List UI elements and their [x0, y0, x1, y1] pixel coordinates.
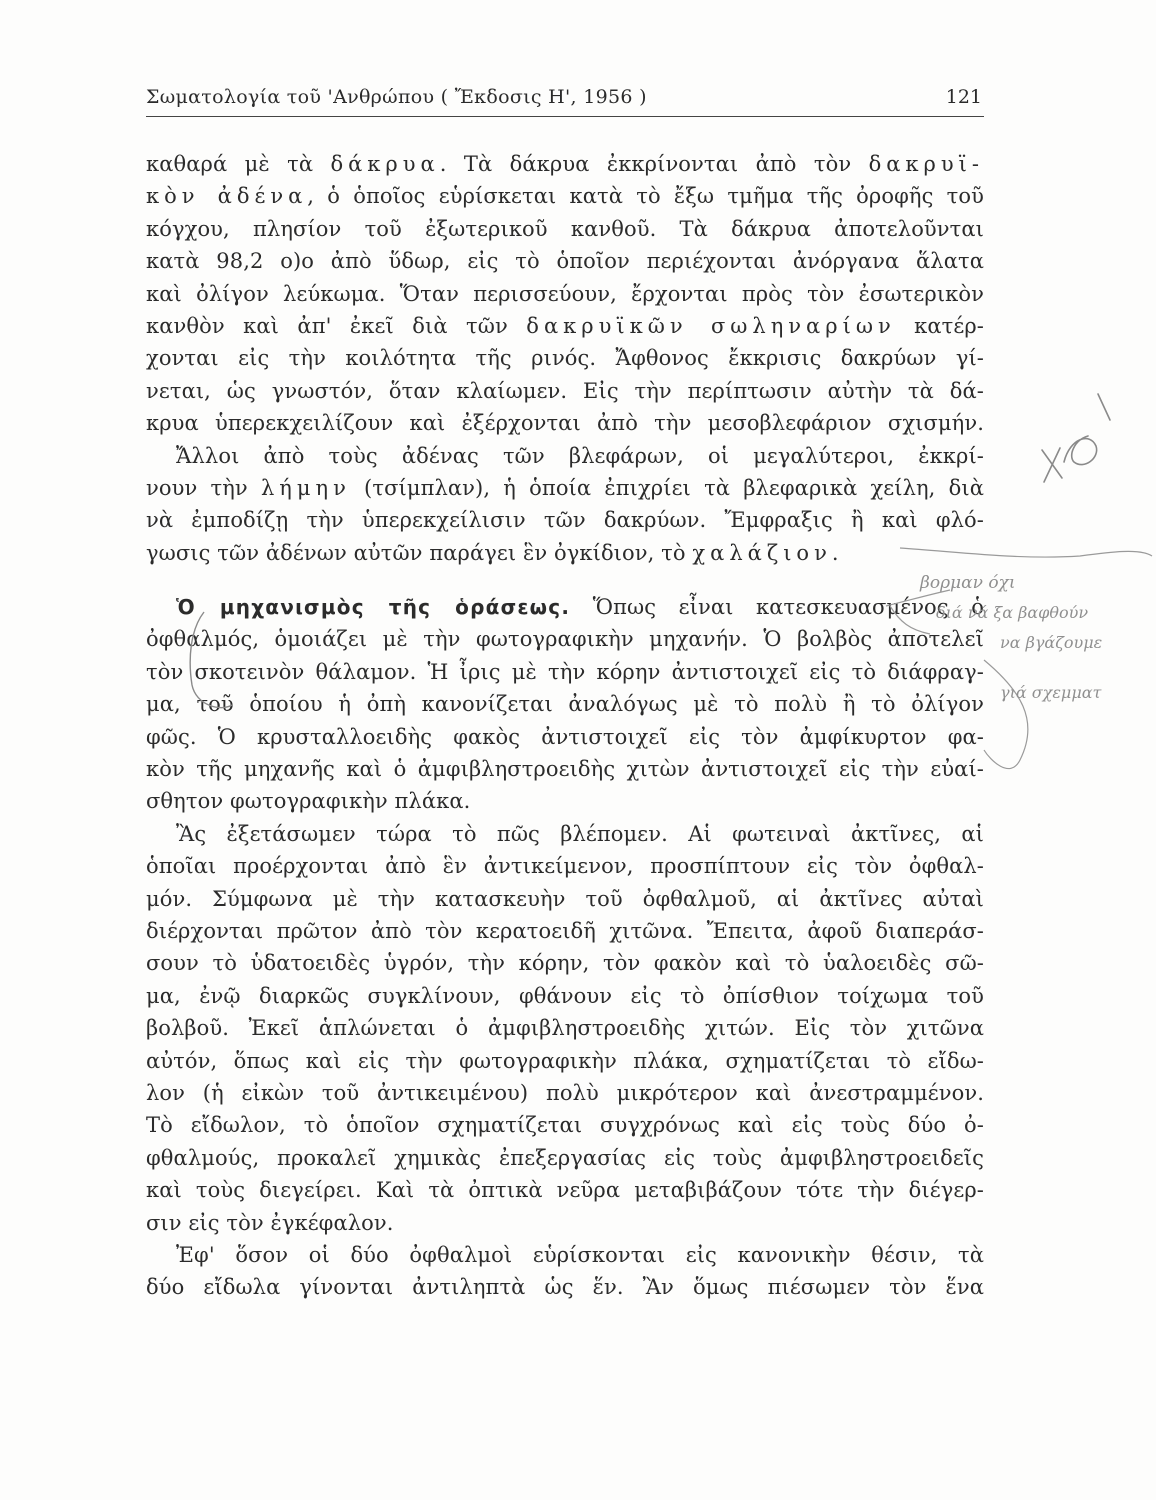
section-heading: Ὁ μηχανισμὸς τῆς ὁράσεως.: [176, 595, 571, 620]
text-line: σιν εἰς τὸν ἐγκέφαλον.: [146, 1210, 394, 1235]
margin-x-label: [1060, 470, 1061, 489]
emphasized-term: δακρυϊ-: [868, 152, 984, 176]
handwritten-note: διά νά ξα βαφθούν: [936, 603, 1089, 622]
handwritten-note: βορμαν όχι: [920, 573, 1016, 593]
running-title: Σωματολογία τοῦ 'Ανθρώπου ( Ἔκδοσις Η', 1956 ): [146, 86, 647, 108]
text-line: Ἐφ' ὅσον οἱ δύο ὀφθαλμοὶ εὑρίσκονται εἰς κανονικὴν θέσιν, τὰ: [176, 1242, 984, 1267]
margin-connector: [984, 660, 1028, 769]
handwritten-note: να βγάζουμε: [1000, 633, 1103, 652]
running-header: [146, 86, 984, 117]
text-line: Ἄλλοι ἀπὸ τοὺς ἀδένας τῶν βλεφάρων, οἱ μεγαλύτεροι, ἐκκρί-: [176, 443, 984, 468]
body-text: [146, 148, 984, 1304]
text-line: Τὸ εἴδωλον, τὸ ὁποῖον σχηματίζεται συγχρόνως καὶ εἰς τοὺς δύο ὀ-: [146, 1113, 984, 1138]
text-line: κρυα ὑπερεκχειλίζουν καὶ ἐξέρχονται ἀπὸ τὴν μεσοβλεφάριον σχισμήν.: [146, 411, 984, 436]
text-line: Ὁ μηχανισμὸς τῆς ὁράσεως. Ὅπως εἶναι κατεσκευασμένος ὁ: [176, 595, 984, 620]
text-line: αὐτόν, ὅπως καὶ εἰς τὴν φωτογραφικὴν πλάκα, σχηματίζεται τὸ εἴδω-: [146, 1048, 984, 1073]
text-line: σουν τὸ ὑδατοειδὲς ὑγρόν, τὴν κόρην, τὸν φακὸν καὶ τὸ ὑαλοειδὲς σῶ-: [146, 951, 984, 976]
margin-x-mark: [1042, 394, 1110, 482]
emphasized-term: κὸν ἀδένα: [146, 184, 308, 209]
text-line: χονται εἰς τὴν κοιλότητα τῆς ρινός. Ἄφθονος ἔκκρισις δακρύων γί-: [146, 346, 984, 371]
page-number: 121: [945, 86, 982, 108]
text-line: κὸν τῆς μηχανῆς καὶ ὁ ἀμφιβληστροειδὴς χιτὼν ἀντιστοιχεῖ εἰς τὴν εὐαί-: [146, 757, 984, 782]
text-line: λον (ἡ εἰκὼν τοῦ ἀντικειμένου) πολὺ μικρότερον καὶ ἀνεστραμμένον.: [146, 1080, 984, 1105]
text-line: καὶ ὀλίγον λεύκωμα. Ὅταν περισσεύουν, ἔρχονται πρὸς τὸν ἐσωτερικὸν: [146, 281, 984, 306]
emphasized-term: λήμην: [260, 475, 351, 500]
text-line: βολβοῦ. Ἐκεῖ ἁπλώνεται ὁ ἀμφιβληστροειδὴς χιτών. Εἰς τὸν χιτῶνα: [146, 1016, 984, 1041]
text-line: τὸν σκοτεινὸν θάλαμον. Ἡ ἶρις μὲ τὴν κόρην ἀντιστοιχεῖ εἰς τὸ διάφραγ-: [146, 659, 984, 684]
text-line: καὶ τοὺς διεγείρει. Καὶ τὰ ὀπτικὰ νεῦρα μεταβιβάζουν τότε τὴν διέγερ-: [146, 1178, 984, 1203]
text-line: Ἂς ἐξετάσωμεν τώρα τὸ πῶς βλέπομεν. Αἱ φωτειναὶ ἀκτῖνες, αἱ: [176, 821, 984, 846]
emphasized-term: χαλάζιον: [692, 540, 832, 565]
text-line: κόγχου, πλησίον τοῦ ἐξωτερικοῦ κανθοῦ. Τὰ δάκρυα ἀποτελοῦνται: [146, 216, 984, 241]
text-line: μα, τοῦ ὁποίου ἡ ὀπὴ κανονίζεται ἀναλόγως μὲ τὸ πολὺ ἢ τὸ ὀλίγον: [146, 692, 984, 717]
text-line: διέρχονται πρῶτον ἀπὸ τὸν κερατοειδῆ χιτῶνα. Ἔπειτα, ἀφοῦ διαπεράσ-: [146, 918, 984, 943]
text-line: νὰ ἐμποδίζῃ τὴν ὑπερεκχείλισιν τῶν δακρύων. Ἔμφραξις ἢ καὶ φλό-: [146, 508, 984, 533]
text-line: κανθὸν καὶ ἀπ' ἐκεῖ διὰ τῶν δακρυϊκῶν σωληναρίων κατέρ-: [146, 313, 984, 338]
text-line: δύο εἴδωλα γίνονται ἀντιληπτὰ ὡς ἕν. Ἂν ὅμως πιέσωμεν τὸν ἕνα: [146, 1275, 984, 1300]
text-line: γωσις τῶν ἀδένων αὐτῶν παράγει ἓν ὀγκίδιον, τὸ χαλάζιον.: [146, 540, 839, 565]
text-line: ὁποῖαι προέρχονται ἀπὸ ἓν ἀντικείμενον, προσπίπτουν εἰς τὸν ὀφθαλ-: [146, 854, 984, 879]
text-line: νουν τὴν λήμην (τσίμπλαν), ἡ ὁποία ἐπιχρίει τὰ βλεφαρικὰ χείλη, διὰ: [146, 475, 984, 500]
text-line: ὀφθαλμός, ὁμοιάζει μὲ τὴν φωτογραφικὴν μηχανήν. Ὁ βολβὸς ἀποτελεῖ: [146, 627, 984, 652]
handwritten-note: γιά σχεμματ: [1000, 683, 1102, 702]
text-line: νεται, ὡς γνωστόν, ὅταν κλαίωμεν. Εἰς τὴν περίπτωσιν αὐτὴν τὰ δά-: [146, 378, 984, 403]
text-line: μα, ἐνῷ διαρκῶς συγκλίνουν, φθάνουν εἰς τὸ ὀπίσθιον τοίχωμα τοῦ: [146, 983, 984, 1008]
emphasized-term: δακρυϊκῶν σωληναρίων: [526, 313, 896, 338]
paragraph-gap: [146, 569, 984, 591]
text-line: φθαλμούς, προκαλεῖ χημικὰς ἐπεξεργασίας εἰς τοὺς ἀμφιβληστροειδεῖς: [146, 1145, 984, 1170]
text-line: καθαρά μὲ τὰ δάκρυα. Τὰ δάκρυα ἐκκρίνονται ἀπὸ τὸν δακρυϊ-: [146, 152, 984, 176]
text-line: σθητον φωτογραφικὴν πλάκα.: [146, 789, 471, 814]
text-line: κὸν ἀδένα, ὁ ὁποῖος εὑρίσκεται κατὰ τὸ ἔξω τμῆμα τῆς ὀροφῆς τοῦ: [146, 184, 984, 209]
text-line: κατὰ 98,2 ο)ο ἀπὸ ὕδωρ, εἰς τὸ ὁποῖον περιέχονται ἀνόργανα ἅλατα: [146, 249, 984, 274]
text-line: μόν. Σύμφωνα μὲ τὴν κατασκευὴν τοῦ ὀφθαλμοῦ, αἱ ἀκτῖνες αὐταὶ: [146, 886, 984, 911]
emphasized-term: δάκρυα: [330, 152, 440, 176]
text-line: φῶς. Ὁ κρυσταλλοειδὴς φακὸς ἀντιστοιχεῖ εἰς τὸν ἀμφίκυρτον φα-: [146, 724, 984, 749]
